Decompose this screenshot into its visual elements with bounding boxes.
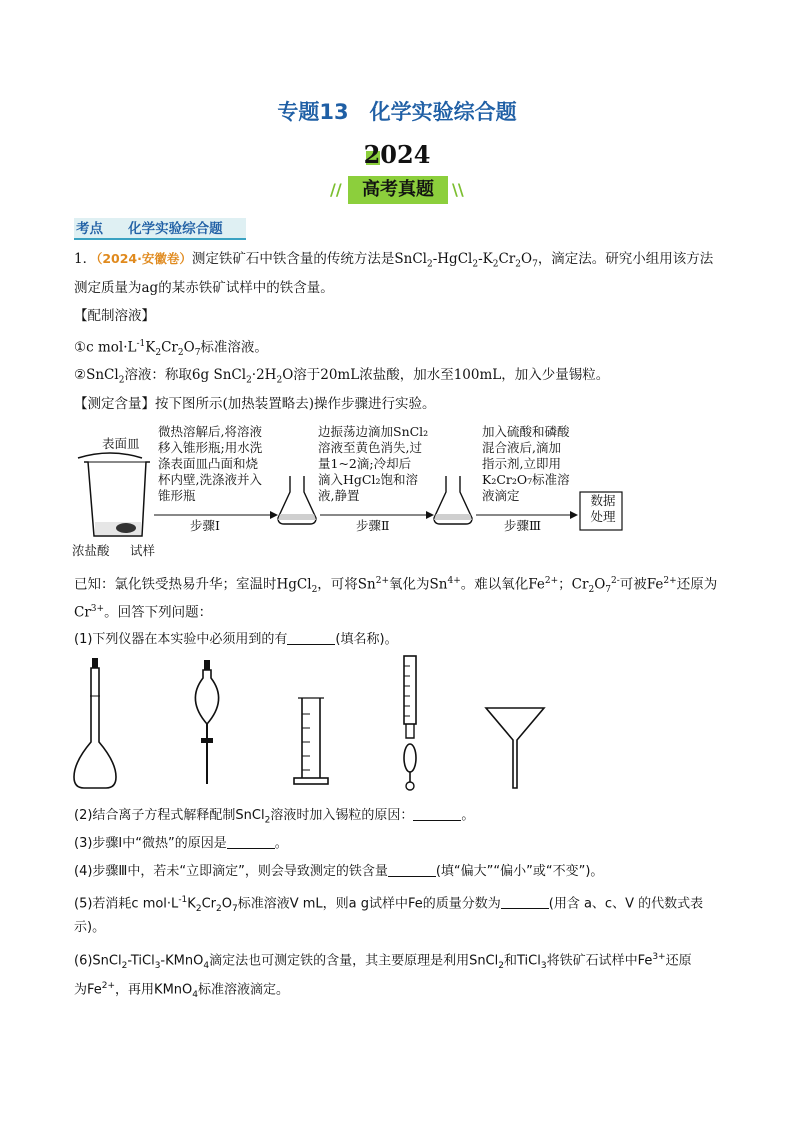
right-slash-decoration: \\ (452, 180, 464, 199)
question-intro: 1．（2024·安徽卷）测定铁矿石中铁含量的传统方法是$SnCl_2-HgCl_2-K_2Cr_2O_7$，滴定法。研究小组用该方法 (74, 251, 714, 270)
instrument-figures (70, 652, 670, 792)
answer-blank-2[interactable] (413, 806, 461, 821)
answer-blank-5[interactable] (501, 894, 549, 909)
exam-badge: 高考真题 (348, 176, 448, 204)
funnel-icon (486, 708, 544, 788)
question-intro-line2: 测定质量为ag的某赤铁矿试样中的铁含量。 (74, 280, 334, 296)
question-6: (6)SnCl$_2$-TiCl$_3$-KMnO$_4$滴定法也可测定铁的含量，其主要原理是利用SnCl$_2$和TiCl$_3$将铁矿石试样中$Fe^{3+}$还原 (74, 952, 692, 971)
known-info: 已知：氯化铁受热易升华；室温时HgCl$_2$，可将$Sn^{2+}$氧化为$Sn^{4+}$。难以氧化$Fe^{2+}$；$Cr_2O_7^{2-}$可被$Fe^{2+}$还原为 (74, 576, 718, 596)
answer-blank-4[interactable] (388, 862, 436, 877)
answer-blank-3[interactable] (227, 834, 275, 849)
volumetric-flask-icon (74, 658, 116, 788)
watch-glass-icon (78, 453, 142, 458)
left-slash-decoration: // (330, 180, 342, 199)
step1-description: 微热溶解后,将溶液 移入锥形瓶;用水洗 涤表面皿凸面和烧 杯内壁,洗涤液并入 锥形瓶 (158, 424, 263, 503)
watch-glass-label: 表面皿 (102, 436, 140, 451)
prep-item-2: ②SnCl$_2$溶液：称取6g $SnCl_2\cdot 2H_2O$溶于20mL浓盐酸，加水至100mL，加入少量锡粒。 (74, 367, 610, 386)
prep-item-1: ①c $mol\cdot L^{-1}K_2Cr_2O_7$标准溶液。 (74, 339, 268, 359)
graduated-cylinder-icon (294, 698, 328, 784)
step1-label: 步骤Ⅰ (190, 518, 220, 533)
question-1: (1)下列仪器在本实验中必须用到的有 (填名称)。 (74, 632, 398, 647)
answer-blank-1[interactable] (287, 630, 335, 645)
question-2: (2)结合离子方程式解释配制SnCl$_2$溶液时加入锡粒的原因： 。 (74, 808, 475, 826)
page-title: 专题13 化学实验综合题 (277, 100, 517, 124)
prep-heading: 【配制溶液】 (74, 308, 155, 324)
burette-icon (404, 656, 416, 790)
step3-description: 加入硫酸和磷酸 混合液后,滴加 指示剂,立即用 K₂Cr₂O₇标准溶 液滴定 (482, 424, 570, 503)
separatory-funnel-icon (195, 660, 218, 784)
question-3: (3)步骤Ⅰ中“微热”的原因是 。 (74, 836, 288, 851)
sample-label: 试样 (130, 543, 156, 558)
acid-label: 浓盐酸 (72, 543, 110, 558)
data-processing-box: 数据 处理 (590, 493, 616, 524)
step2-description: 边振荡边滴加SnCl₂ 溶液至黄色消失,过 量1~2滴;冷却后 滴入HgCl₂饱和溶 液,静置 (318, 424, 429, 503)
year-label: 2024 (363, 140, 431, 169)
section-name: 化学实验综合题 (128, 221, 223, 237)
question-source: （2024·安徽卷） (96, 251, 192, 266)
measure-line: 【测定含量】按下图所示(加热装置略去)操作步骤进行实验。 (74, 396, 436, 412)
section-heading (74, 218, 246, 240)
question-5: (5)若消耗c $mol\cdot L^{-1}K_2Cr_2O_7$标准溶液V mL，则a g试样中Fe的质量分数为 (用含 a、c、V 的代数式表 (74, 895, 704, 914)
section-tag: 考点 (76, 221, 103, 237)
question-4: (4)步骤Ⅲ中，若未“立即滴定”，则会导致测定的铁含量 (填“偏大”“偏小”或“不变”)。 (74, 864, 604, 879)
question-5-line2: 示)。 (74, 920, 106, 935)
known-info-line2: $Cr^{3+}$。回答下列问题： (74, 604, 213, 621)
step2-label: 步骤Ⅱ (356, 518, 390, 533)
question-6-line2: 为$Fe^{2+}$，再用KMnO$_4$标准溶液滴定。 (74, 981, 290, 1000)
step3-label: 步骤Ⅲ (504, 518, 542, 533)
